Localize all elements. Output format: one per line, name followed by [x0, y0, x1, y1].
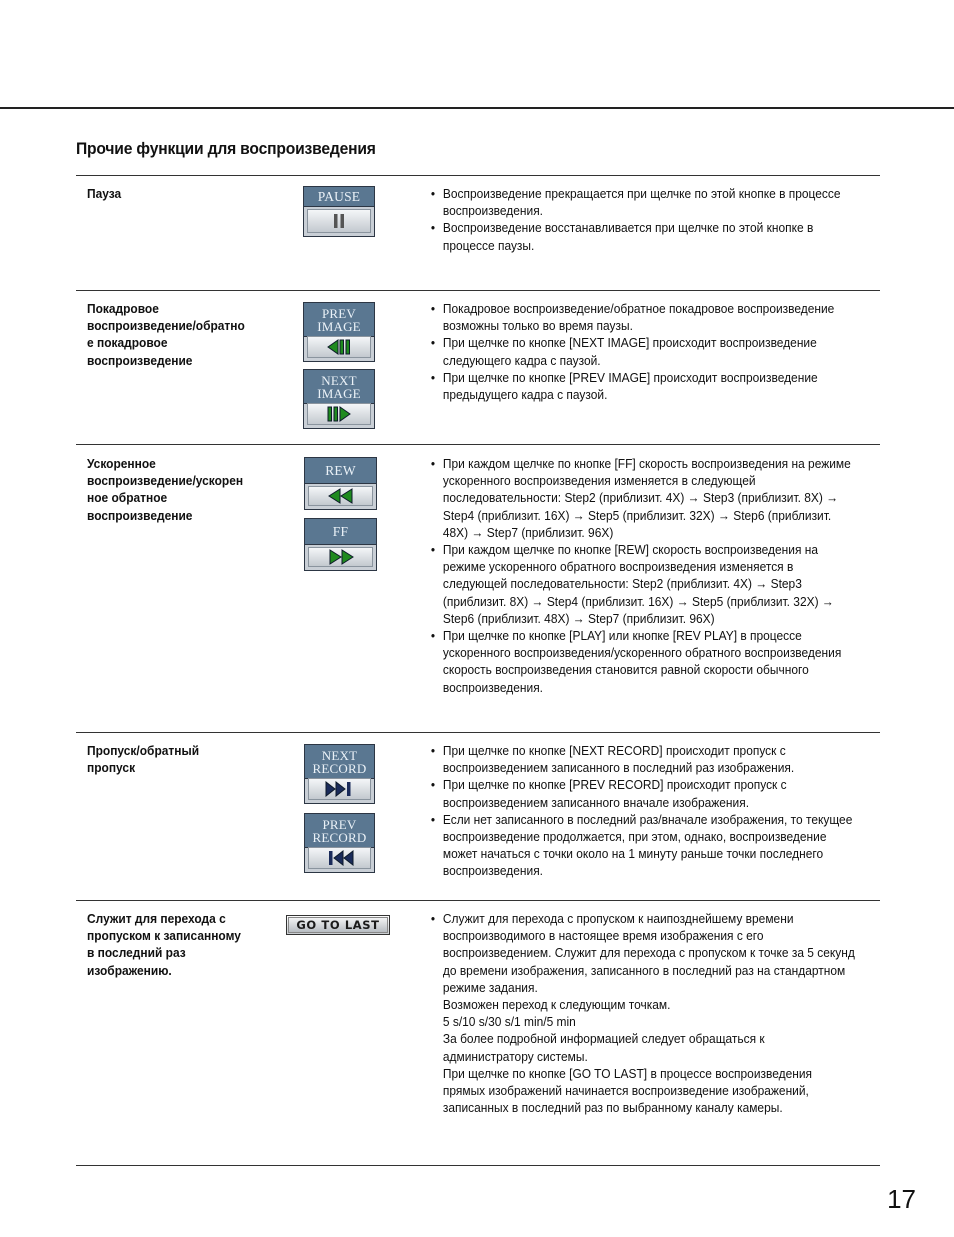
row-divider: [76, 290, 880, 291]
top-rule: [0, 107, 954, 109]
ff-button[interactable]: [304, 518, 377, 571]
row-divider: [76, 1165, 880, 1166]
go-to-last-label: GO TO LAST: [288, 917, 388, 933]
row-divider: [76, 444, 880, 445]
paragraph: При щелчке по кнопке [GO TO LAST] в процессе воспроизведения прямых изображений начинается воспроизведение изображений, записанных в последний раз по выбранному каналу камеры.: [442, 1065, 813, 1116]
pause-description: [430, 185, 857, 254]
pause-icon: [307, 209, 371, 233]
list-item: • Покадровое воспроизведение/обратное покадровое воспроизведение возможны только во время паузы.: [430, 300, 857, 334]
paragraph: Возможен переход к следующим точкам.: [442, 997, 671, 1013]
frame-label: Покадровое воспроизведение/обратно е покадровое воспроизведение: [87, 301, 245, 368]
list-item: • При щелчке по кнопке [PREV RECORD] происходит пропуск с воспроизведением записанного вначале изображения.: [430, 776, 857, 810]
row-divider: [76, 900, 880, 901]
golast-description: [430, 910, 857, 1116]
row-divider: [76, 175, 880, 176]
skip-description: [430, 742, 857, 880]
rew-button[interactable]: [304, 457, 377, 510]
list-item: • При щелчке по кнопке [NEXT IMAGE] происходит воспроизведение следующего кадра с паузой.: [430, 334, 857, 368]
list-item: • При щелчке по кнопке [NEXT RECORD] происходит пропуск с воспроизведением записанного в последний раз изображения.: [430, 742, 857, 776]
golast-label: Служит для перехода с пропуском к записанному в последний раз изображению.: [87, 911, 241, 978]
list-item: • При каждом щелчке по кнопке [FF] скорость воспроизведения на режиме ускоренного воспроизведения изменяется в следующей последовательности: Step2 (приблизит. 4X) → Step3 (приблизит. 8X) → Step4 (приблизит. 16X) → Step5 (приблизит. 32X) → Step6 (приблизит. 48X) → Step7 (приблизит. 96X): [430, 455, 857, 541]
fast-description: [430, 455, 857, 696]
pause-button[interactable]: [303, 186, 375, 237]
fast-label: Ускоренное воспроизведение/ускорен ное обратное воспроизведение: [87, 456, 244, 523]
go-to-last-button[interactable]: [286, 915, 390, 935]
list-item: • Служит для перехода с пропуском к наипозднейшему времени воспроизводимого в настоящее время изображения с его воспроизведением. Служит для перехода с пропуском к точке за 5 секунд до времени изображения, записанного в последний раз на стандартном режиме задания.: [430, 910, 857, 996]
next-record-button[interactable]: [304, 744, 375, 804]
next-record-caption: NEXT RECORD: [305, 745, 374, 779]
prev-image-icon: [307, 336, 371, 358]
ff-caption: FF: [305, 519, 376, 545]
skip-label: Пропуск/обратный пропуск: [87, 743, 200, 776]
list-item: • При щелчке по кнопке [PREV IMAGE] происходит воспроизведение предыдущего кадра с паузой.: [430, 369, 857, 403]
pause-button-caption: PAUSE: [304, 187, 374, 207]
prev-image-button[interactable]: [303, 302, 375, 362]
list-item: • Если нет записанного в последний раз/вначале изображения, то текущее воспроизведение продолжается, при этом, однако, воспроизведение может начаться с точки около на 1 минуту раньше точки последнего воспроизведения.: [430, 811, 857, 880]
list-item: • При щелчке по кнопке [PLAY] или кнопке [REV PLAY] в процессе ускоренного воспроизведения/ускоренного обратного воспроизведения скорость воспроизведения становится равной скорости обычного воспроизведения.: [430, 627, 857, 696]
rew-caption: REW: [305, 458, 376, 484]
rewind-icon: [308, 486, 373, 506]
fast-forward-icon: [308, 547, 373, 567]
pause-label: Пауза: [87, 186, 122, 201]
prev-image-caption: PREV IMAGE: [304, 303, 374, 337]
prev-record-caption: PREV RECORD: [305, 814, 374, 848]
list-item: • Воспроизведение восстанавливается при щелчке по этой кнопке в процессе паузы.: [430, 219, 857, 253]
prev-record-button[interactable]: [304, 813, 375, 873]
prev-record-icon: [308, 847, 371, 869]
list-item: • Воспроизведение прекращается при щелчке по этой кнопке в процессе воспроизведения.: [430, 185, 857, 219]
list-item: • При каждом щелчке по кнопке [REW] скорость воспроизведения на режиме ускоренного обратного воспроизведения изменяется в следующей последовательности: Step2 (приблизит. 4X) → Step3 (приблизит. 8X) → Step4 (приблизит. 16X) → Step5 (приблизит. 32X) → Step6 (приблизит. 48X) → Step7 (приблизит. 96X): [430, 541, 857, 627]
section-title: Прочие функции для воспроизведения: [76, 139, 376, 158]
next-image-icon: [307, 403, 371, 425]
next-record-icon: [308, 778, 371, 800]
frame-description: [430, 300, 857, 403]
page-number: 17: [887, 1184, 916, 1214]
paragraph: 5 s/10 s/30 s/1 min/5 min: [442, 1014, 576, 1030]
paragraph: За более подробной информацией следует обращаться к администратору системы.: [442, 1031, 765, 1064]
row-divider: [76, 732, 880, 733]
next-image-button[interactable]: [303, 369, 375, 429]
next-image-caption: NEXT IMAGE: [304, 370, 374, 404]
